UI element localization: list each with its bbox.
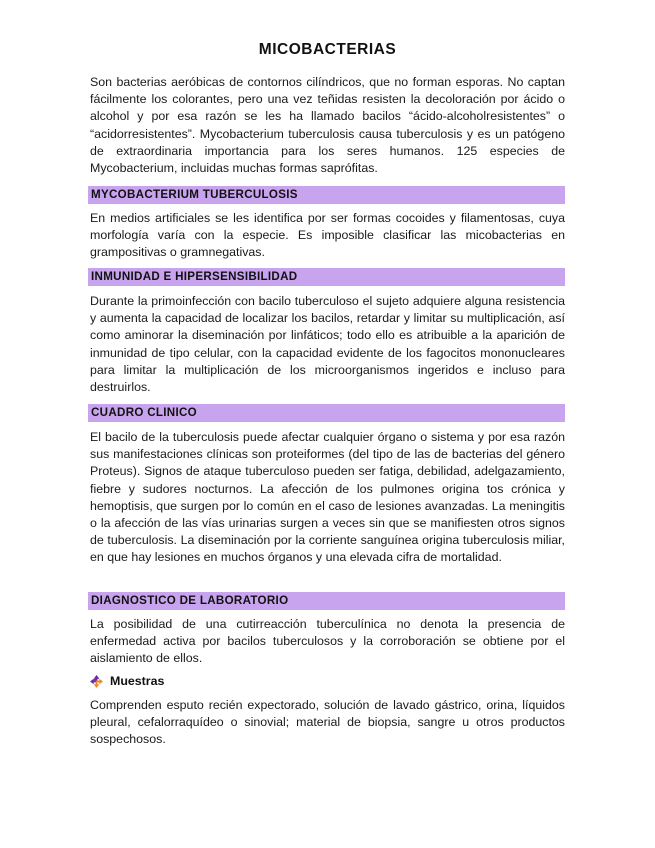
intro-paragraph: Son bacterias aeróbicas de contornos cilíndricos, que no forman esporas. No captan fácilmente los colorantes, pero una vez teñidas resisten la decoloración por ácido o alcohol y por esa razón se les ha llamado bacilos “ácido-alcoholresistentes” o “acidorresistentes”. Mycobacterium tuberculosis causa tuberculosis y es un patógeno de extraordinaria importancia para los seres humanos. 125 especies de Mycobacterium, incluidas muchas formas saprófitas. <box>90 75 565 176</box>
page-title: MICOBACTERIAS <box>258 41 397 58</box>
section-heading-cuadro-clinico: CUADRO CLINICO <box>88 404 565 422</box>
section-heading-mycobacterium: MYCOBACTERIUM TUBERCULOSIS <box>88 186 565 204</box>
section-heading-diagnostico: DIAGNOSTICO DE LABORATORIO <box>88 592 565 610</box>
section-body-cuadro-clinico: El bacilo de la tuberculosis puede afectar cualquier órgano o sistema y por esa razón sus manifestaciones clínicas son proteiformes (del tipo de las de bacterias del género Proteus). Signos de ataque tuberculoso pueden ser fatiga, debilidad, adelgazamiento, fiebre y sudores nocturnos. La afección de los pulmones origina tos crónica y hemoptisis, que surgen por lo común en el caso de lesiones avanzadas. La meningitis o la afección de las vías urinarias surgen a veces sin que se manifiesten otros signos de tuberculosis. La diseminación por la corriente sanguínea origina tuberculosis miliar, en que hay lesiones en muchos órganos y una elevada cifra de mortalidad. <box>90 430 565 565</box>
section-body-diagnostico: La posibilidad de una cutirreacción tuberculínica no denota la presencia de enfermedad activa por bacilos tuberculosos y la corroboración se obtiene por el aislamiento de ellos. <box>90 617 565 666</box>
section-body-mycobacterium: En medios artificiales se les identifica por ser formas cocoides y filamentosas, cuya morfología varía con la especie. Es imposible clasificar las micobacterias en grampositivas o gramnegativas. <box>90 211 565 260</box>
section-heading-inmunidad: INMUNIDAD E HIPERSENSIBILIDAD <box>88 268 565 286</box>
subsection-heading-label: Muestras <box>110 674 165 688</box>
four-way-arrow-bullet-icon <box>90 675 103 688</box>
section-body-inmunidad: Durante la primoinfección con bacilo tuberculoso el sujeto adquiere alguna resistencia y aumenta la capacidad de localizar los bacilos, retardar y limitar su multiplicación, así como aminorar la diseminación por linfáticos; todo ello es atribuible a la aparición de inmunidad de tipo celular, con la capacidad evidente de los fagocitos mononucleares para limitar la multiplicación de los microorganismos ingeridos e incluso para destruirlos. <box>90 294 565 395</box>
subsection-heading-muestras <box>90 672 164 690</box>
subsection-body-muestras: Comprenden esputo recién expectorado, solución de lavado gástrico, orina, líquidos pleural, cefalorraquídeo o sinovial; material de biopsia, sangre u otros productos sospechosos. <box>90 698 565 747</box>
